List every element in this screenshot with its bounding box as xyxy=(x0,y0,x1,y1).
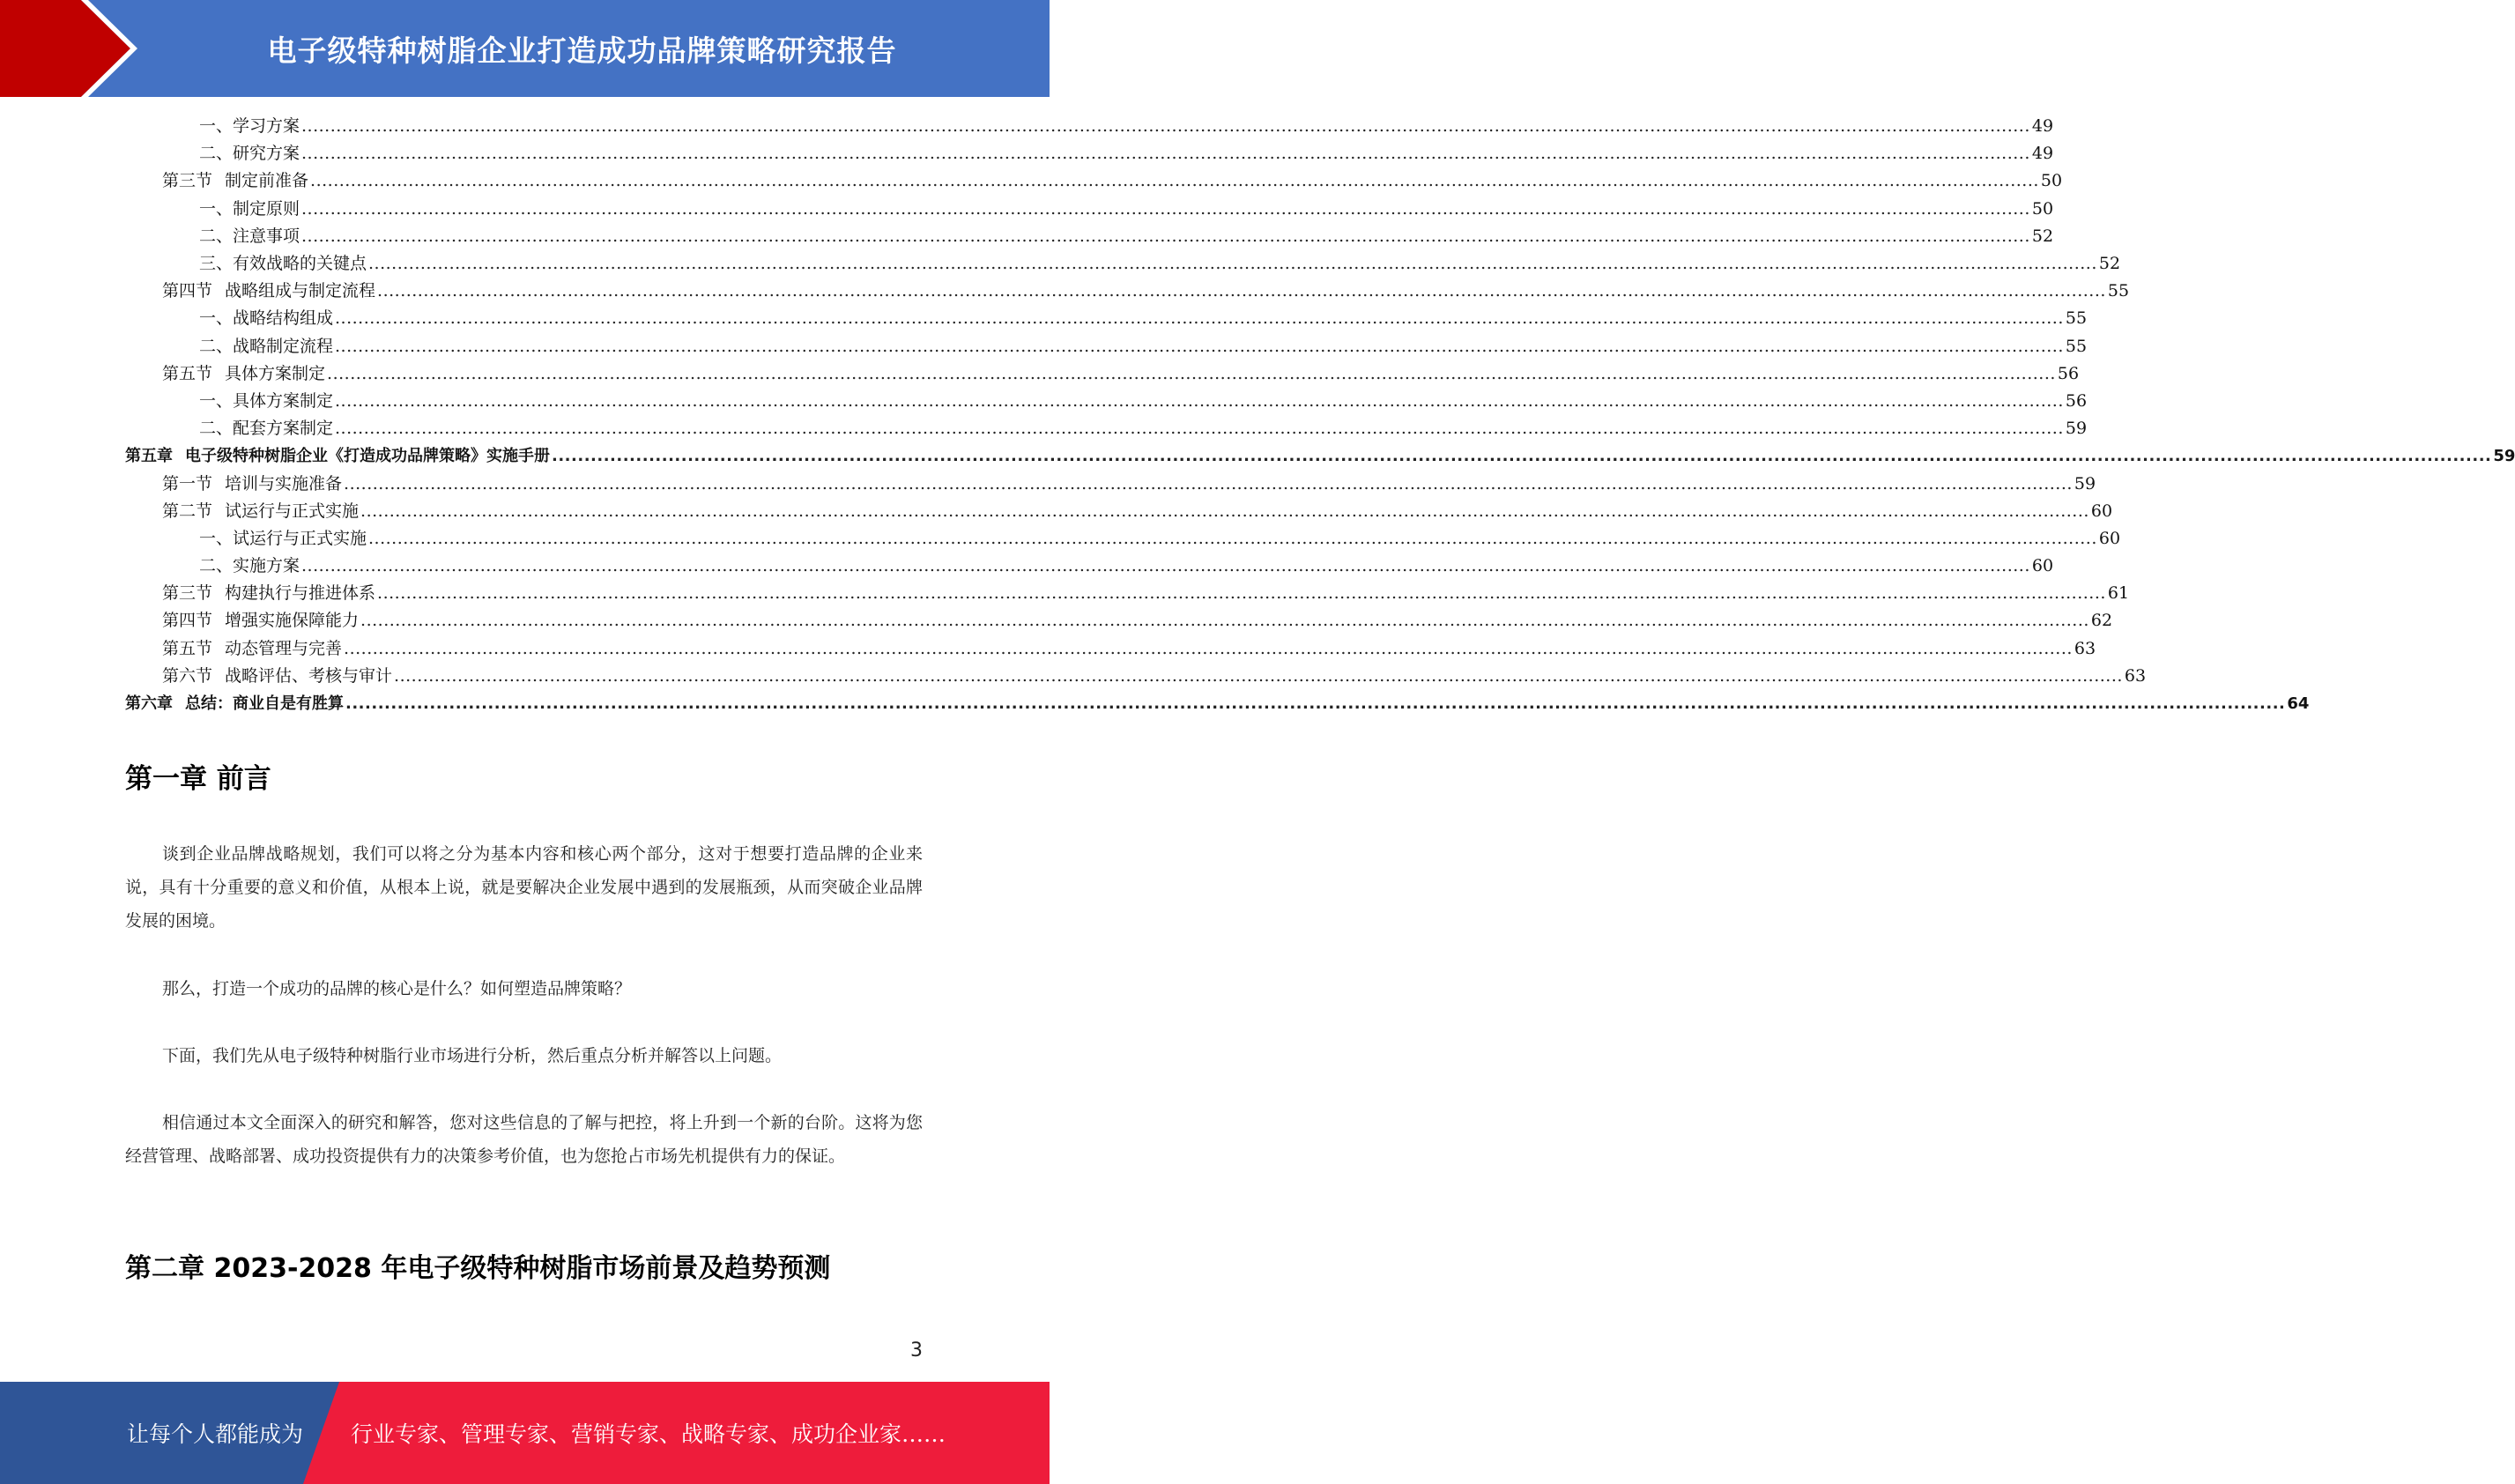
toc-entry-title: 战略组成与制定流程 xyxy=(225,281,376,301)
toc-entry-number: 第六节 xyxy=(162,665,213,686)
toc-entry-label xyxy=(199,196,301,223)
toc-leader-dots: ............................................................................................................................................................................................................................................................................................................ xyxy=(377,281,2106,301)
toc-entry[interactable] xyxy=(125,333,2088,360)
toc-entry[interactable] xyxy=(125,470,2096,497)
toc-entry-title: 具体方案制定 xyxy=(225,363,326,383)
page-footer xyxy=(0,1382,1050,1484)
toc-leader-dots: ............................................................................................................................................................................................................................................................................................................ xyxy=(344,473,2073,493)
toc-page-number: 52 xyxy=(2031,226,2054,246)
chapter-1-paragraph-1: 谈到企业品牌战略规划，我们可以将之分为基本内容和核心两个部分，这对于想要打造品牌的企业来说，具有十分重要的意义和价值，从根本上说，就是要解决企业发展中遇到的发展瓶颈，从而突破企业品牌发展的困境。 xyxy=(125,844,923,931)
toc-entry-label xyxy=(125,442,552,470)
toc-entry-title: 构建执行与推进体系 xyxy=(225,583,376,604)
toc-entry-number: 一、制定原则 xyxy=(199,198,300,219)
chapter-1-paragraph-4: 相信通过本文全面深入的研究和解答，您对这些信息的了解与把控，将上升到一个新的台阶。这将为您经营管理、战略部署、成功投资提供有力的决策参考价值，也为您抢占市场先机提供有力的保证。 xyxy=(125,1113,923,1166)
toc-page-number: 63 xyxy=(2074,638,2096,658)
footer-slogan-right: 行业专家、管理专家、营销专家、战略专家、成功企业家…… xyxy=(351,1421,946,1447)
toc-entry-label xyxy=(199,553,301,580)
toc-leader-dots: ............................................................................................................................................................................................................................................................................................................ xyxy=(335,390,2064,411)
toc-page-number: 56 xyxy=(2057,363,2080,383)
toc-entry-label xyxy=(162,580,377,607)
toc-entry-number: 一、战略结构组成 xyxy=(199,308,334,329)
toc-leader-dots: ............................................................................................................................................................................................................................................................................................................ xyxy=(335,308,2064,329)
toc-page-number: 50 xyxy=(2031,198,2054,219)
chapter-1-paragraph-3: 下面，我们先从电子级特种树脂行业市场进行分析，然后重点分析并解答以上问题。 xyxy=(162,1046,783,1065)
toc-entry[interactable] xyxy=(125,525,2121,553)
toc-entry-number: 一、试运行与正式实施 xyxy=(199,528,367,548)
toc-leader-dots: ............................................................................................................................................................................................................................................................................................................ xyxy=(360,501,2089,521)
toc-entry[interactable] xyxy=(125,278,2130,305)
toc-entry-label xyxy=(199,415,335,442)
toc-entry[interactable] xyxy=(125,223,2054,250)
toc-entry-number: 二、注意事项 xyxy=(199,226,300,246)
toc-entry-label xyxy=(199,305,335,332)
toc-leader-dots: ............................................................................................................................................................................................................................................................................................................ xyxy=(327,363,2056,383)
toc-entry-label xyxy=(162,167,310,195)
toc-leader-dots: ............................................................................................................................................................................................................................................................................................................ xyxy=(394,665,2123,686)
toc-entry-number: 第五节 xyxy=(162,638,213,658)
toc-page-number: 62 xyxy=(2090,611,2113,631)
red-arrow-decoration xyxy=(0,0,141,97)
toc-entry-number: 二、实施方案 xyxy=(199,556,300,576)
toc-leader-dots: ............................................................................................................................................................................................................................................................................................................ xyxy=(301,556,2030,576)
toc-leader-dots: ............................................................................................................................................................................................................................................................................................................ xyxy=(377,583,2106,604)
document-title: 电子级特种树脂企业打造成功品牌策略研究报告 xyxy=(267,33,897,68)
toc-entry-label xyxy=(199,333,335,360)
toc-page-number: 55 xyxy=(2065,336,2088,356)
toc-entry[interactable] xyxy=(125,360,2080,388)
toc-page-number: 49 xyxy=(2031,116,2054,137)
toc-entry-number: 三、有效战略的关键点 xyxy=(199,254,367,274)
toc-entry[interactable] xyxy=(125,690,2310,717)
toc-entry-number: 二、战略制定流程 xyxy=(199,336,334,356)
toc-leader-dots: ............................................................................................................................................................................................................................................................................................................ xyxy=(368,254,2097,274)
toc-entry-title: 总结：商业自是有胜算 xyxy=(185,694,344,714)
toc-entry[interactable] xyxy=(125,140,2054,167)
toc-page-number: 52 xyxy=(2098,254,2121,274)
toc-leader-dots: ............................................................................................................................................................................................................................................................................................................ xyxy=(301,198,2030,219)
toc-entry[interactable] xyxy=(125,442,2515,470)
toc-entry-label xyxy=(162,278,377,305)
toc-entry-label xyxy=(162,471,344,498)
toc-leader-dots: ............................................................................................................................................................................................................................................................................................................ xyxy=(368,528,2097,548)
toc-entry-number: 第一节 xyxy=(162,473,213,493)
toc-page-number: 50 xyxy=(2040,171,2063,191)
toc-entry-number: 第三节 xyxy=(162,583,213,604)
toc-entry-title: 制定前准备 xyxy=(225,171,309,191)
toc-entry[interactable] xyxy=(125,498,2113,525)
toc-entry[interactable] xyxy=(125,607,2113,634)
toc-page-number: 59 xyxy=(2493,447,2515,466)
toc-page-number: 60 xyxy=(2031,556,2054,576)
toc-entry[interactable] xyxy=(125,580,2130,607)
toc-leader-dots: ............................................................................................................................................................................................................................................................................................................ xyxy=(552,447,2492,466)
toc-entry-label xyxy=(125,690,345,717)
toc-leader-dots: ............................................................................................................................................................................................................................................................................................................ xyxy=(301,226,2030,246)
toc-leader-dots: ............................................................................................................................................................................................................................................................................................................ xyxy=(335,336,2064,356)
toc-entry-number: 二、研究方案 xyxy=(199,144,300,164)
footer-slogan-left: 让每个人都能成为 xyxy=(127,1421,304,1447)
toc-entry-title: 电子级特种树脂企业《打造成功品牌策略》实施手册 xyxy=(185,447,550,466)
toc-entry-number: 第四节 xyxy=(162,281,213,301)
toc-entry[interactable] xyxy=(125,388,2088,415)
toc-entry-number: 第五章 xyxy=(125,447,173,466)
toc-leader-dots: ............................................................................................................................................................................................................................................................................................................ xyxy=(360,611,2089,631)
toc-entry-label xyxy=(162,607,360,634)
toc-entry-label xyxy=(199,223,301,250)
toc-entry-label xyxy=(199,113,301,140)
toc-page-number: 59 xyxy=(2074,473,2096,493)
toc-entry-title: 增强实施保障能力 xyxy=(225,611,360,631)
toc-page-number: 64 xyxy=(2287,694,2310,714)
toc-entry-number: 第六章 xyxy=(125,694,173,714)
chapter-1-paragraph-2: 那么，打造一个成功的品牌的核心是什么？如何塑造品牌策略？ xyxy=(162,979,632,998)
toc-leader-dots: ............................................................................................................................................................................................................................................................................................................ xyxy=(335,419,2064,439)
toc-leader-dots: ............................................................................................................................................................................................................................................................................................................ xyxy=(344,638,2073,658)
toc-entry[interactable] xyxy=(125,196,2054,223)
toc-entry-number: 第三节 xyxy=(162,171,213,191)
toc-leader-dots: ............................................................................................................................................................................................................................................................................................................ xyxy=(345,694,2286,714)
chapter-2-heading: 第二章 2023-2028 年电子级特种树脂市场前景及趋势预测 xyxy=(125,1253,831,1284)
toc-page-number: 60 xyxy=(2098,528,2121,548)
toc-entry[interactable] xyxy=(125,305,2088,332)
table-of-contents xyxy=(125,113,2515,717)
toc-entry-number: 第二节 xyxy=(162,501,213,521)
toc-entry[interactable] xyxy=(125,113,2054,140)
chapter-1-heading: 第一章 前言 xyxy=(125,763,271,795)
toc-entry-number: 二、配套方案制定 xyxy=(199,419,334,439)
toc-entry-number: 第五节 xyxy=(162,363,213,383)
toc-entry-label xyxy=(162,663,394,690)
toc-page-number: 49 xyxy=(2031,144,2054,164)
toc-entry-label xyxy=(199,525,368,553)
toc-entry-label xyxy=(162,635,344,663)
toc-entry-number: 一、具体方案制定 xyxy=(199,390,334,411)
page-number: 3 xyxy=(910,1339,923,1362)
toc-entry-label xyxy=(199,250,368,278)
toc-entry-title: 战略评估、考核与审计 xyxy=(225,665,393,686)
toc-entry-label xyxy=(199,388,335,415)
page-header xyxy=(0,0,1050,97)
toc-entry-number: 第四节 xyxy=(162,611,213,631)
toc-entry[interactable] xyxy=(125,415,2088,442)
toc-page-number: 63 xyxy=(2124,665,2147,686)
toc-leader-dots: ............................................................................................................................................................................................................................................................................................................ xyxy=(301,116,2030,137)
toc-entry-title: 动态管理与完善 xyxy=(225,638,343,658)
toc-page-number: 55 xyxy=(2065,308,2088,329)
toc-entry-title: 培训与实施准备 xyxy=(225,473,343,493)
toc-page-number: 61 xyxy=(2107,583,2130,604)
toc-entry-number: 一、学习方案 xyxy=(199,116,300,137)
toc-entry[interactable] xyxy=(125,250,2121,278)
toc-entry[interactable] xyxy=(125,167,2063,195)
toc-leader-dots: ............................................................................................................................................................................................................................................................................................................ xyxy=(310,171,2039,191)
toc-entry-label xyxy=(162,360,327,388)
toc-entry-title: 试运行与正式实施 xyxy=(225,501,360,521)
toc-entry[interactable] xyxy=(125,663,2147,690)
toc-entry[interactable] xyxy=(125,553,2054,580)
toc-entry[interactable] xyxy=(125,635,2096,663)
toc-entry-label xyxy=(199,140,301,167)
toc-page-number: 59 xyxy=(2065,419,2088,439)
toc-page-number: 55 xyxy=(2107,281,2130,301)
toc-entry-label xyxy=(162,498,360,525)
toc-page-number: 60 xyxy=(2090,501,2113,521)
toc-leader-dots: ............................................................................................................................................................................................................................................................................................................ xyxy=(301,144,2030,164)
toc-page-number: 56 xyxy=(2065,390,2088,411)
